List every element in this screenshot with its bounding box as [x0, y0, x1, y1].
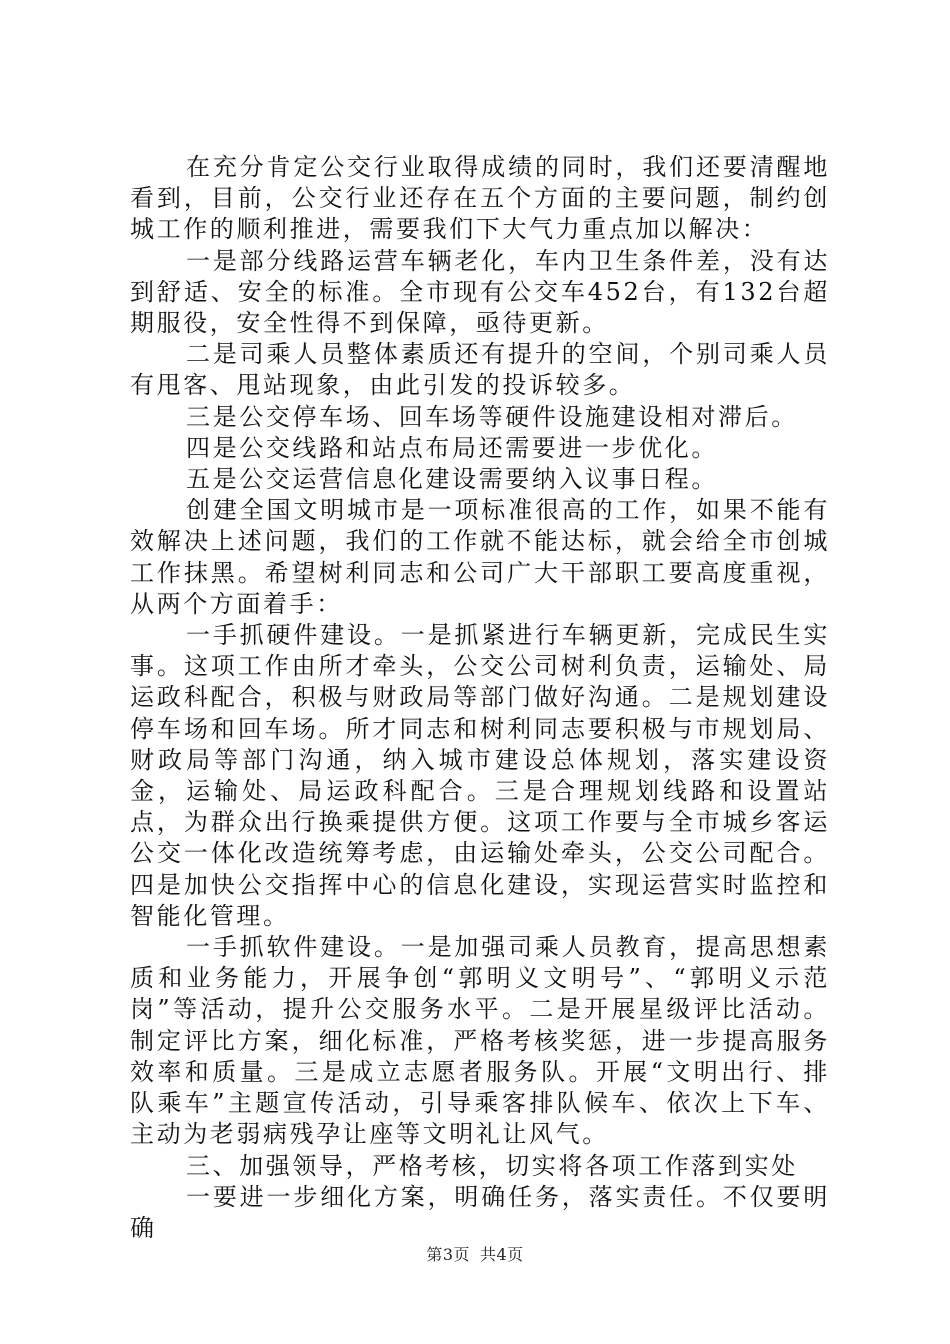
paragraph-problem-1: 一是部分线路运营车辆老化，车内卫生条件差，没有达到舒适、安全的标准。全市现有公交车452台，有132台超期服役，安全性得不到保障，亟待更新。	[130, 246, 830, 338]
document-body	[130, 152, 830, 1244]
paragraph-problem-3: 三是公交停车场、回车场等硬件设施建设相对滞后。	[186, 402, 798, 431]
paragraph-problem-2: 二是司乘人员整体素质还有提升的空间，个别司乘人员有甩客、甩站现象，由此引发的投诉较多。	[130, 340, 830, 400]
paragraph-hardware: 一手抓硬件建设。一是抓紧进行车辆更新，完成民生实事。这项工作由所才牵头，公交公司树利负责，运输处、局运政科配合，积极与财政局等部门做好沟通。二是规划建设停车场和回车场。所才同志和树利同志要积极与市规划局、财政局等部门沟通，纳入城市建设总体规划，落实建设资金，运输处、局运政科配合。三是合理规划线路和设置站点，为群众出行换乘提供方便。这项工作要与全市城乡客运公交一体化改造统筹考虑，由运输处牵头，公交公司配合。四是加快公交指挥中心的信息化建设，实现运营实时监控和智能化管理。	[130, 621, 830, 930]
page-total: 共4页	[480, 1245, 524, 1264]
paragraph-civilized-city: 创建全国文明城市是一项标准很高的工作，如果不能有效解决上述问题，我们的工作就不能达标，就会给全市创城工作抹黑。希望树利同志和公司广大干部职工要高度重视，从两个方面着手：	[130, 496, 830, 618]
section-heading-leadership: 三、加强领导，严格考核，切实将各项工作落到实处	[186, 1151, 798, 1180]
page-number: 第3页	[426, 1245, 470, 1264]
paragraph-problem-4: 四是公交线路和站点布局还需要进一步优化。	[186, 433, 718, 462]
paragraph-software: 一手抓软件建设。一是加强司乘人员教育，提高思想素质和业务能力，开展争创“郭明义文明号”、“郭明义示范岗”等活动，提升公交服务水平。二是开展星级评比活动。制定评比方案，细化标准，严格考核奖惩，进一步提高服务效率和质量。三是成立志愿者服务队。开展“文明出行、排队乘车”主题宣传活动，引导乘客排队候车、依次上下车、主动为老弱病残孕让座等文明礼让风气。	[130, 933, 830, 1149]
paragraph-problems-intro: 在充分肯定公交行业取得成绩的同时，我们还要清醒地看到，目前，公交行业还存在五个方面的主要问题，制约创城工作的顺利推进，需要我们下大气力重点加以解决：	[130, 153, 830, 244]
paragraph-refine-plan: 一要进一步细化方案，明确任务，落实责任。不仅要明确	[130, 1182, 830, 1242]
paragraph-problem-5: 五是公交运营信息化建设需要纳入议事日程。	[186, 465, 718, 494]
page-footer	[0, 1245, 950, 1265]
